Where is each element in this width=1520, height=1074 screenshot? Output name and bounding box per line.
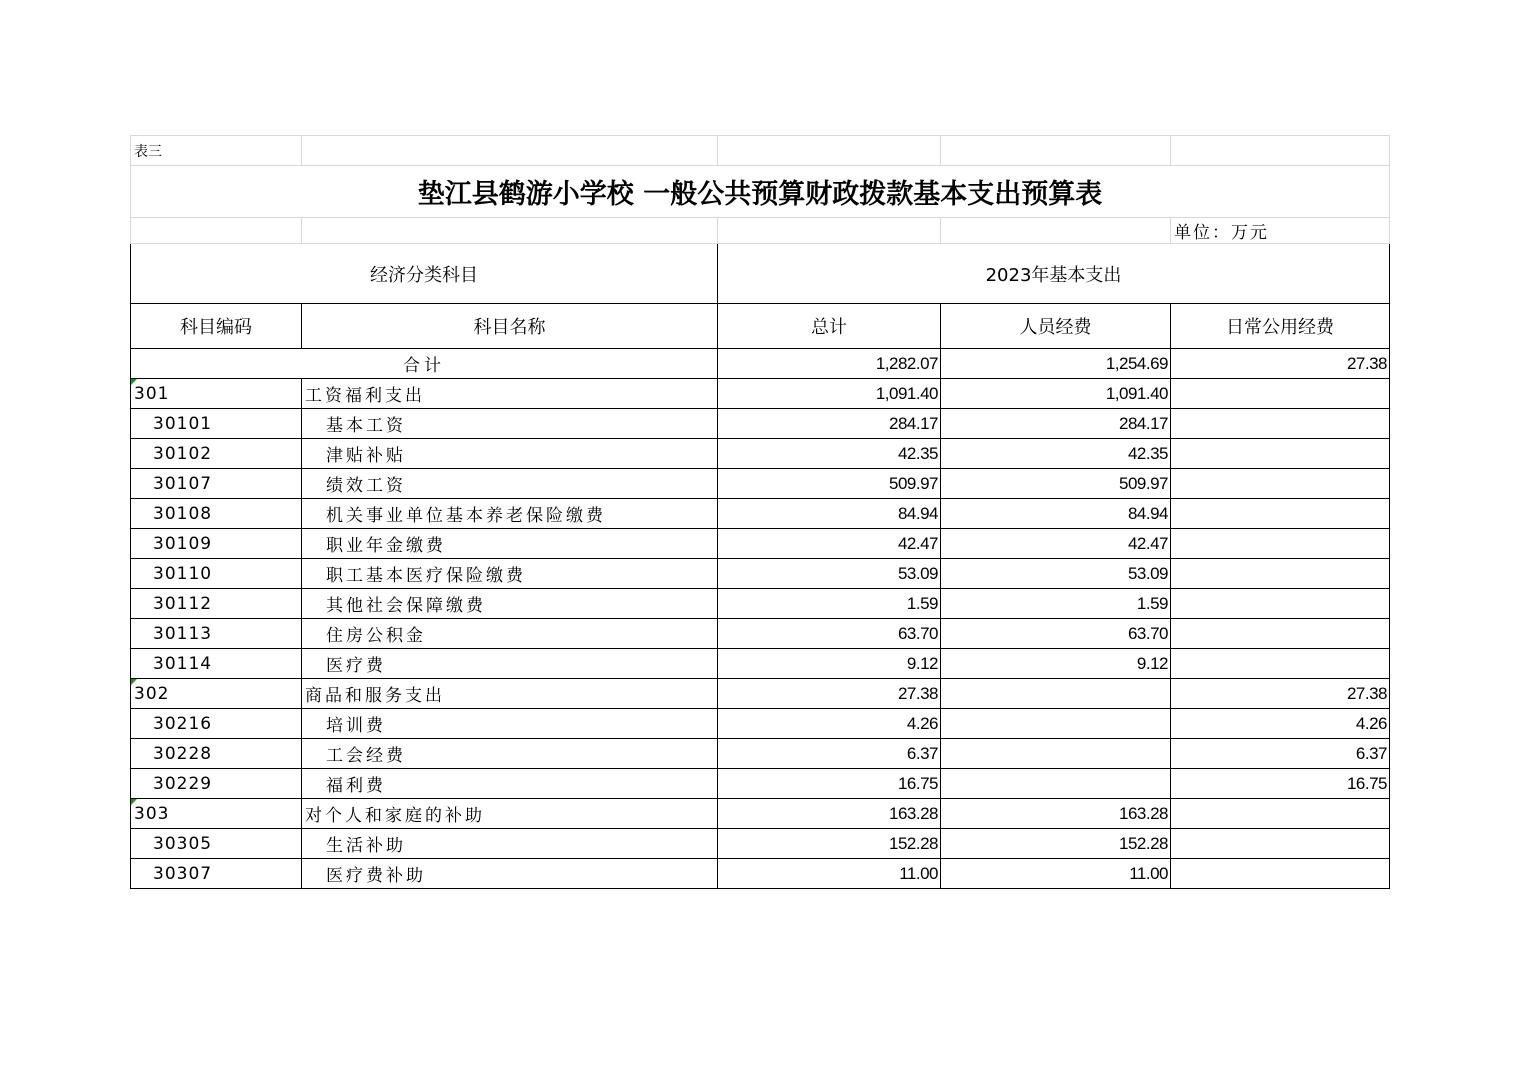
total-row	[131, 349, 1390, 379]
row-public	[1171, 829, 1390, 859]
header-personnel: 人员经费	[941, 304, 1171, 349]
sheet-label: 表三	[131, 136, 302, 166]
row-name: 医疗费	[302, 649, 718, 679]
row-name: 绩效工资	[302, 469, 718, 499]
header-code: 科目编码	[131, 304, 302, 349]
row-total: 1.59	[718, 589, 941, 619]
unit-label: 单位：万元	[1171, 218, 1390, 244]
row-name: 住房公积金	[302, 619, 718, 649]
row-personnel: 1.59	[941, 589, 1171, 619]
total-personnel: 1,254.69	[941, 349, 1171, 379]
row-personnel: 284.17	[941, 409, 1171, 439]
row-public	[1171, 619, 1390, 649]
row-code: 30101	[131, 409, 302, 439]
row-personnel	[941, 739, 1171, 769]
row-code: 30216	[131, 709, 302, 739]
budget-table	[130, 135, 1390, 889]
row-personnel	[941, 709, 1171, 739]
row-personnel: 9.12	[941, 649, 1171, 679]
row-public	[1171, 799, 1390, 829]
row-total: 163.28	[718, 799, 941, 829]
row-public: 6.37	[1171, 739, 1390, 769]
row-name: 工会经费	[302, 739, 718, 769]
row-public: 16.75	[1171, 769, 1390, 799]
row-total: 42.35	[718, 439, 941, 469]
row-public	[1171, 469, 1390, 499]
row-personnel: 163.28	[941, 799, 1171, 829]
row-name: 工资福利支出	[302, 379, 718, 409]
table-row	[131, 679, 1390, 709]
row-name: 其他社会保障缴费	[302, 589, 718, 619]
row-name: 职业年金缴费	[302, 529, 718, 559]
row-code: 302	[131, 679, 302, 709]
row-name: 职工基本医疗保险缴费	[302, 559, 718, 589]
row-public	[1171, 559, 1390, 589]
row-code: 30112	[131, 589, 302, 619]
row-total: 53.09	[718, 559, 941, 589]
row-personnel	[941, 769, 1171, 799]
total-public: 27.38	[1171, 349, 1390, 379]
table-row	[131, 859, 1390, 889]
row-code: 30110	[131, 559, 302, 589]
row-code: 301	[131, 379, 302, 409]
total-label: 合计	[131, 349, 718, 379]
row-public	[1171, 589, 1390, 619]
row-public	[1171, 409, 1390, 439]
header-year-basic: 2023年基本支出	[718, 244, 1390, 304]
table-row	[131, 409, 1390, 439]
row-public	[1171, 529, 1390, 559]
row-total: 84.94	[718, 499, 941, 529]
table-row	[131, 739, 1390, 769]
table-row	[131, 619, 1390, 649]
row-personnel: 42.47	[941, 529, 1171, 559]
cell-marker-icon	[131, 379, 137, 385]
row-public: 4.26	[1171, 709, 1390, 739]
row-public	[1171, 859, 1390, 889]
budget-sheet	[130, 135, 1389, 889]
total-total: 1,282.07	[718, 349, 941, 379]
row-name: 商品和服务支出	[302, 679, 718, 709]
row-total: 42.47	[718, 529, 941, 559]
row-code: 30305	[131, 829, 302, 859]
row-total: 4.26	[718, 709, 941, 739]
row-personnel: 152.28	[941, 829, 1171, 859]
row-total: 284.17	[718, 409, 941, 439]
page-title: 垫江县鹤游小学校 一般公共预算财政拨款基本支出预算表	[131, 166, 1390, 218]
row-personnel	[941, 679, 1171, 709]
row-total: 1,091.40	[718, 379, 941, 409]
row-public	[1171, 379, 1390, 409]
row-total: 509.97	[718, 469, 941, 499]
row-public: 27.38	[1171, 679, 1390, 709]
row-personnel: 42.35	[941, 439, 1171, 469]
table-row	[131, 379, 1390, 409]
row-code: 30229	[131, 769, 302, 799]
row-name: 医疗费补助	[302, 859, 718, 889]
row-total: 9.12	[718, 649, 941, 679]
row-name: 对个人和家庭的补助	[302, 799, 718, 829]
table-row	[131, 499, 1390, 529]
row-personnel: 53.09	[941, 559, 1171, 589]
row-total: 63.70	[718, 619, 941, 649]
row-code: 30307	[131, 859, 302, 889]
row-name: 机关事业单位基本养老保险缴费	[302, 499, 718, 529]
row-name: 津贴补贴	[302, 439, 718, 469]
cell-marker-icon	[131, 679, 137, 685]
row-code: 30113	[131, 619, 302, 649]
row-total: 11.00	[718, 859, 941, 889]
cell-marker-icon	[131, 799, 137, 805]
row-personnel: 84.94	[941, 499, 1171, 529]
row-public	[1171, 649, 1390, 679]
row-total: 152.28	[718, 829, 941, 859]
row-code: 30107	[131, 469, 302, 499]
row-total: 6.37	[718, 739, 941, 769]
row-name: 基本工资	[302, 409, 718, 439]
table-row	[131, 469, 1390, 499]
table-row	[131, 799, 1390, 829]
row-total: 16.75	[718, 769, 941, 799]
table-row	[131, 589, 1390, 619]
row-code: 30114	[131, 649, 302, 679]
table-row	[131, 439, 1390, 469]
header-total: 总计	[718, 304, 941, 349]
table-row	[131, 559, 1390, 589]
row-public	[1171, 499, 1390, 529]
row-code: 30228	[131, 739, 302, 769]
row-code: 30108	[131, 499, 302, 529]
row-name: 生活补助	[302, 829, 718, 859]
table-row	[131, 829, 1390, 859]
row-name: 福利费	[302, 769, 718, 799]
row-code: 30109	[131, 529, 302, 559]
row-name: 培训费	[302, 709, 718, 739]
header-name: 科目名称	[302, 304, 718, 349]
row-personnel: 509.97	[941, 469, 1171, 499]
row-personnel: 11.00	[941, 859, 1171, 889]
row-public	[1171, 439, 1390, 469]
header-public: 日常公用经费	[1171, 304, 1390, 349]
table-row	[131, 769, 1390, 799]
row-personnel: 1,091.40	[941, 379, 1171, 409]
row-code: 30102	[131, 439, 302, 469]
row-total: 27.38	[718, 679, 941, 709]
table-row	[131, 709, 1390, 739]
table-row	[131, 529, 1390, 559]
row-code: 303	[131, 799, 302, 829]
header-econ-class: 经济分类科目	[131, 244, 718, 304]
row-personnel: 63.70	[941, 619, 1171, 649]
table-row	[131, 649, 1390, 679]
